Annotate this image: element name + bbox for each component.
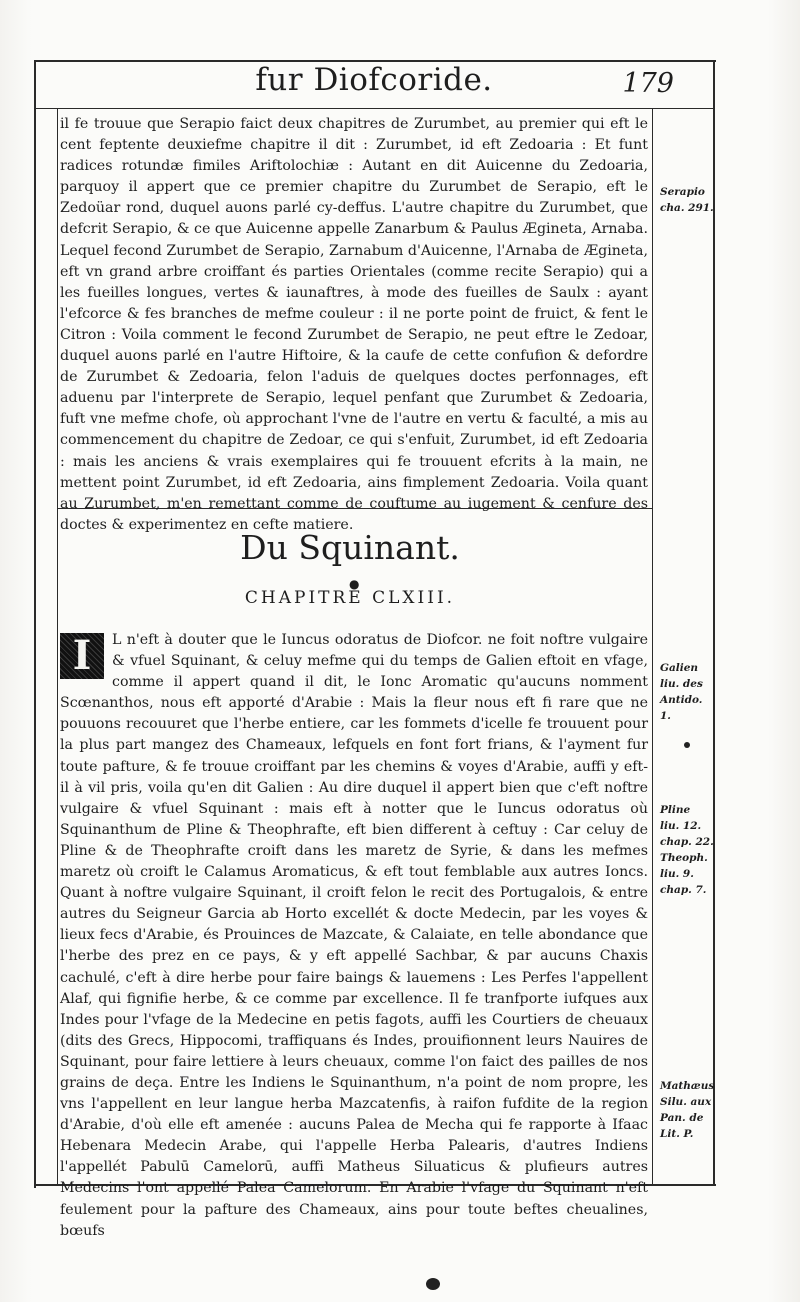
page-number: 179 [622,68,674,99]
margin-note-line: liu. 12. [660,820,702,832]
margin-note-line: Pan. de [660,1112,704,1124]
margin-note-pline-theoph [660,802,720,898]
frame-right-rule [713,62,715,1186]
margin-note-line: 1. [660,710,671,722]
margin-note-line: liu. 9. [660,868,694,880]
frame-header-rule [36,108,714,109]
paragraph: L n'eft à douter que le Iuncus odoratus de Diofcor. ne foit noftre vulgaire & vfuel Squinant, & celuy mefme qui du temps de Galien eftoit en vfage, comme il appert quand il dit, le Ionc Aromatic qu'aucuns nomment Scœnanthos, nous eft apporté d'Arabie : Mais la fleur nous eft fi rare que ne pouuons recouuret que l'herbe entiere, car les fommets d'icelle fe trouuent pour la plus part mangez des Chameaux, lefquels en font fort frians, & l'ayment fur toute pafture, & fe trouue croiffant par les chemins & voyes d'Arabie, auffi y eft-il à vil pris, voila qu'en dit Galien : Au dire duquel il appert bien que c'eft noftre vulgaire & vfuel Squinant : mais eft à notter que le Iuncus odoratus où Squinanthum de Pline & Theophrafte, eft bien different à ceftuy : Car celuy de Pline & de Theophrafte croift dans les maretz de Syrie, & dans les mefmes maretz où croift le Calamus Aromaticus, & eft tout femblable aux autres Ioncs. Quant à noftre vulgaire Squinant, il croift felon le recit des Portugalois, & entre autres du Seigneur Garcia ab Horto excellét & docte Medecin, par les voyes & lieux fecs d'Arabie, és Prouinces de Mazcate, & Calaiate, en telle abondance que l'herbe des prez en ce pays, & y eft appellé Sachbar, & par aucuns Chaxis cachulé, c'eft à dire herbe pour faire baings & lauemens : Les Perfes l'appellent Alaf, qui fignifie herbe, & ce comme par excellence. Il fe tranfporte iufques aux Indes pour l'vfage de la Medecine en petis fagots, auffi les Courtiers de cheuaux (dits des Grecs, Hippocomi, traffiquans és Indes, prouifionnent leurs Nauires de Squinant, pour faire lettiere à leurs cheuaux, comme l'on faict des pailles de nos grains de deça. Entre les Indiens le Squinanthum, n'a point de nom propre, les vns l'appellent en leur langue herba Mazcatenfis, à raifon fufdite de la region d'Arabie, d'où elle eft amenée : aucuns Palea de Mecha qui fe rapporte à Ifaac Hebenara Medecin Arabe, qui l'appelle Herba Palearis, d'autres Indiens l'appellét Pabulū Camelorū, auffi Matheus Siluaticus & plufieurs autres Medecins l'ont appellé Palea Camelorum. En Arabie l'vfage du Squinant n'eft feulement pour la pafture des Chameaux, ains pour toute beftes cheualines, bœufs [60,632,648,1239]
margin-note-line: Antido. [660,694,703,706]
running-title: fur Diofcoride. [255,62,493,98]
margin-note-galien [660,660,720,724]
margin-note-mathaeus [660,1078,720,1142]
margin-note-line: cha. 291. [660,202,714,214]
decorated-initial-letter: I [60,633,104,679]
margin-note-line: Serapio [660,186,705,198]
section-zurumbet-text [60,114,648,536]
paragraph: il fe trouue que Serapio faict deux chapitres de Zurumbet, au premier qui eft le cent feptente deuxiefme chapitre il dit : Zurumbet, id eft Zedoaria : Et funt radices rotundæ fimiles Ariftolochiæ : Autant en dit Auicenne du Zedoaria, parquoy il appert que ce premier chapitre du Zurumbet de Serapio, eft le Zedoüar rond, duquel auons parlé cy-deffus. L'autre chapitre du Zurumbet, que defcrit Serapio, & ce que Auicenne appelle Zanarbum & Paulus Ægineta, Arnaba. Lequel fecond Zurumbet de Serapio, Zarnabum d'Auicenne, l'Arnaba de Ægineta, eft vn grand arbre croiffant és parties Orientales (comme recite Serapio) qui a les fueilles longues, vertes & iaunaftres, à mode des fueilles de Saulx : ayant l'efcorce & fes branches de mefme couleur : il ne porte point de fruict, & fent le Citron : Voila comment le fecond Zurumbet de Serapio, ne peut eftre le Zedoar, duquel auons parlé en l'autre Hiftoire, & la caufe de cette confufion & defordre de Zurumbet & Zedoaria, felon l'aduis de quelques doctes perfonnages, eft aduenu par l'interprete de Serapio, lequel penfant que Zurumbet & Zedoaria, fuft vne mefme chofe, où approchant l'vne de l'autre en vertu & faculté, a mis au commencement du chapitre de Zedoar, ce qui s'enfuit, Zurumbet, id eft Zedoaria : mais les anciens & vrais exemplaires qui fe trouuent efcrits à la main, ne mettent point Zurumbet, id eft Zedoaria, ains fimplement Zedoaria. Voila quant au Zurumbet, m'en remettant comme de couftume au iugement & cenfure des doctes & experimentez en cefte matiere. [60,116,648,533]
chapter-number: CHAPITRE CLXIII. [244,588,456,608]
margin-note-line: Galien [660,662,699,674]
chapter-title: Du Squinant. [240,528,460,567]
frame-left-rule [34,60,36,1188]
margin-note-line: Silu. aux [660,1096,712,1108]
margin-note-line: liu. des [660,678,703,690]
margin-note-line: Theoph. [660,852,708,864]
frame-text-column-left-rule [57,108,58,1184]
frame-text-column-right-rule [652,108,653,1184]
margin-note-line: chap. 22. [660,836,714,848]
section-squinant-text [60,630,648,1242]
ink-dot-icon [684,742,690,748]
ink-blot-icon [426,1278,440,1290]
margin-note-line: Pline [660,804,691,816]
margin-note-line: chap. 7. [660,884,707,896]
page-header [34,60,714,108]
margin-note-line: Mathæus [660,1080,715,1092]
fleuron-ornament-icon: ● [349,577,360,591]
margin-note-serapio [660,184,720,216]
margin-note-line: Lit. P. [660,1128,694,1140]
